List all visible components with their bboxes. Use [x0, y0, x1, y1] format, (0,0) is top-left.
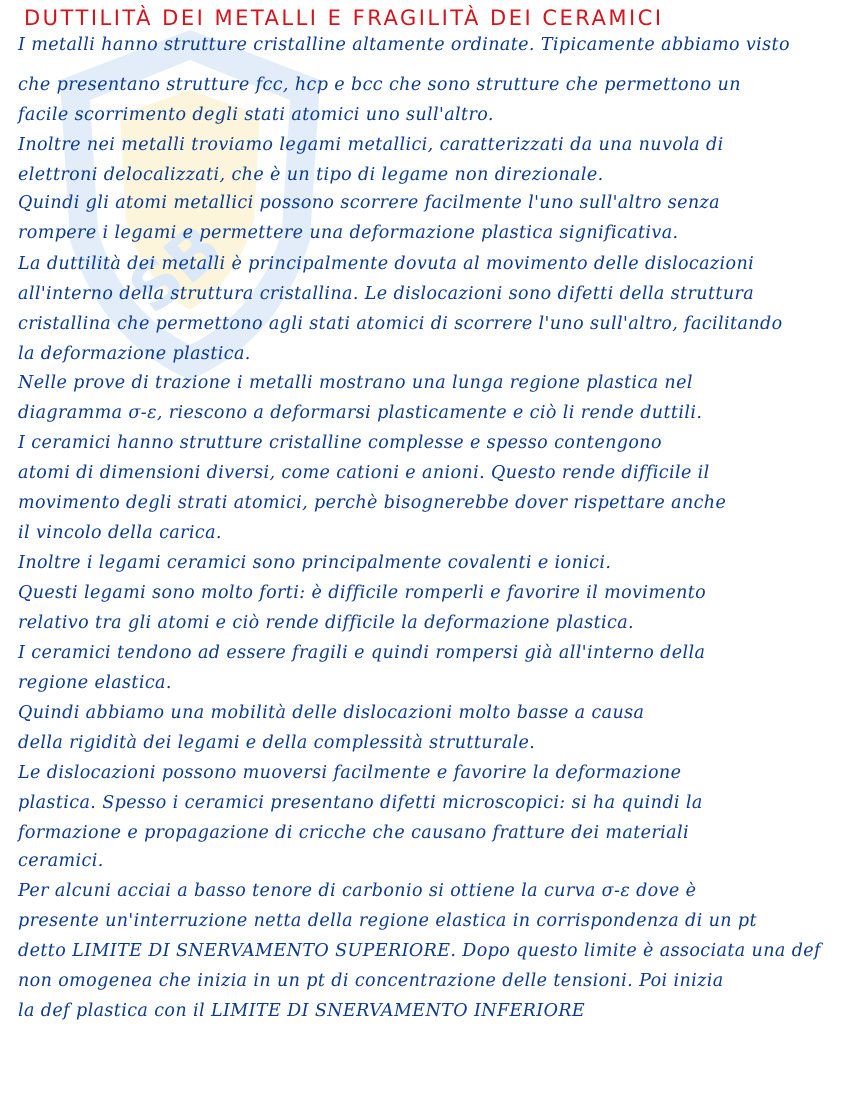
text-line: la def plastica con il LIMITE DI SNERVAMENTO INFERIORE [18, 1001, 586, 1021]
text-line: formazione e propagazione di cricche che causano fratture dei materiali [18, 823, 690, 843]
text-line: I ceramici hanno strutture cristalline complesse e spesso contengono [18, 433, 662, 453]
text-line: che presentano strutture fcc, hcp e bcc che sono strutture che permettono un [18, 75, 741, 95]
text-line: all'interno della struttura cristallina. Le dislocazioni sono difetti della struttura [18, 284, 755, 304]
text-line: ceramici. [18, 851, 104, 871]
text-line: elettroni delocalizzati, che è un tipo di legame non direzionale. [18, 165, 604, 185]
text-line: Le dislocazioni possono muoversi facilmente e favorire la deformazione [18, 763, 682, 783]
text-line: facile scorrimento degli stati atomici uno sull'altro. [18, 105, 494, 125]
text-line: Inoltre i legami ceramici sono principalmente covalenti e ionici. [18, 553, 612, 573]
text-line: regione elastica. [18, 673, 172, 693]
text-line: Nelle prove di trazione i metalli mostrano una lunga regione plastica nel [18, 373, 693, 393]
text-line: detto LIMITE DI SNERVAMENTO SUPERIORE. Dopo questo limite è associata una def [18, 941, 821, 961]
text-line: Per alcuni acciai a basso tenore di carbonio si ottiene la curva σ-ε dove è [18, 881, 697, 901]
svg-text:SB: SB [115, 210, 237, 329]
text-line: cristallina che permettono agli stati atomici di scorrere l'uno sull'altro, facilitando [18, 314, 783, 334]
text-line: La duttilità dei metalli è principalmente dovuta al movimento delle dislocazioni [18, 254, 755, 274]
text-line: rompere i legami e permettere una deformazione plastica significativa. [18, 223, 679, 243]
text-line: I metalli hanno strutture cristalline altamente ordinate. Tipicamente abbiamo visto [18, 35, 790, 55]
text-line: Quindi gli atomi metallici possono scorrere facilmente l'uno sull'altro senza [18, 193, 720, 213]
text-line: plastica. Spesso i ceramici presentano difetti microscopici: si ha quindi la [18, 793, 703, 813]
text-line: la deformazione plastica. [18, 344, 251, 364]
text-line: I ceramici tendono ad essere fragili e quindi rompersi già all'interno della [18, 643, 706, 663]
text-line: il vincolo della carica. [18, 523, 222, 543]
text-line: diagramma σ-ε, riescono a deformarsi plasticamente e ciò li rende duttili. [18, 403, 703, 423]
page-title: DUTTILITÀ DEI METALLI E FRAGILITÀ DEI CERAMICI [24, 6, 664, 30]
text-line: non omogenea che inizia in un pt di concentrazione delle tensioni. Poi inizia [18, 971, 724, 991]
text-line: atomi di dimensioni diversi, come cationi e anioni. Questo rende difficile il [18, 463, 710, 483]
text-line: relativo tra gli atomi e ciò rende difficile la deformazione plastica. [18, 613, 635, 633]
text-line: presente un'interruzione netta della regione elastica in corrispondenza di un pt [18, 911, 757, 931]
text-line: Inoltre nei metalli troviamo legami metallici, caratterizzati da una nuvola di [18, 135, 724, 155]
text-line: Quindi abbiamo una mobilità delle dislocazioni molto basse a causa [18, 703, 645, 723]
text-line: movimento degli strati atomici, perchè bisognerebbe dover rispettare anche [18, 493, 727, 513]
text-line: Questi legami sono molto forti: è difficile romperli e favorire il movimento [18, 583, 707, 603]
text-line: della rigidità dei legami e della complessità strutturale. [18, 733, 536, 753]
